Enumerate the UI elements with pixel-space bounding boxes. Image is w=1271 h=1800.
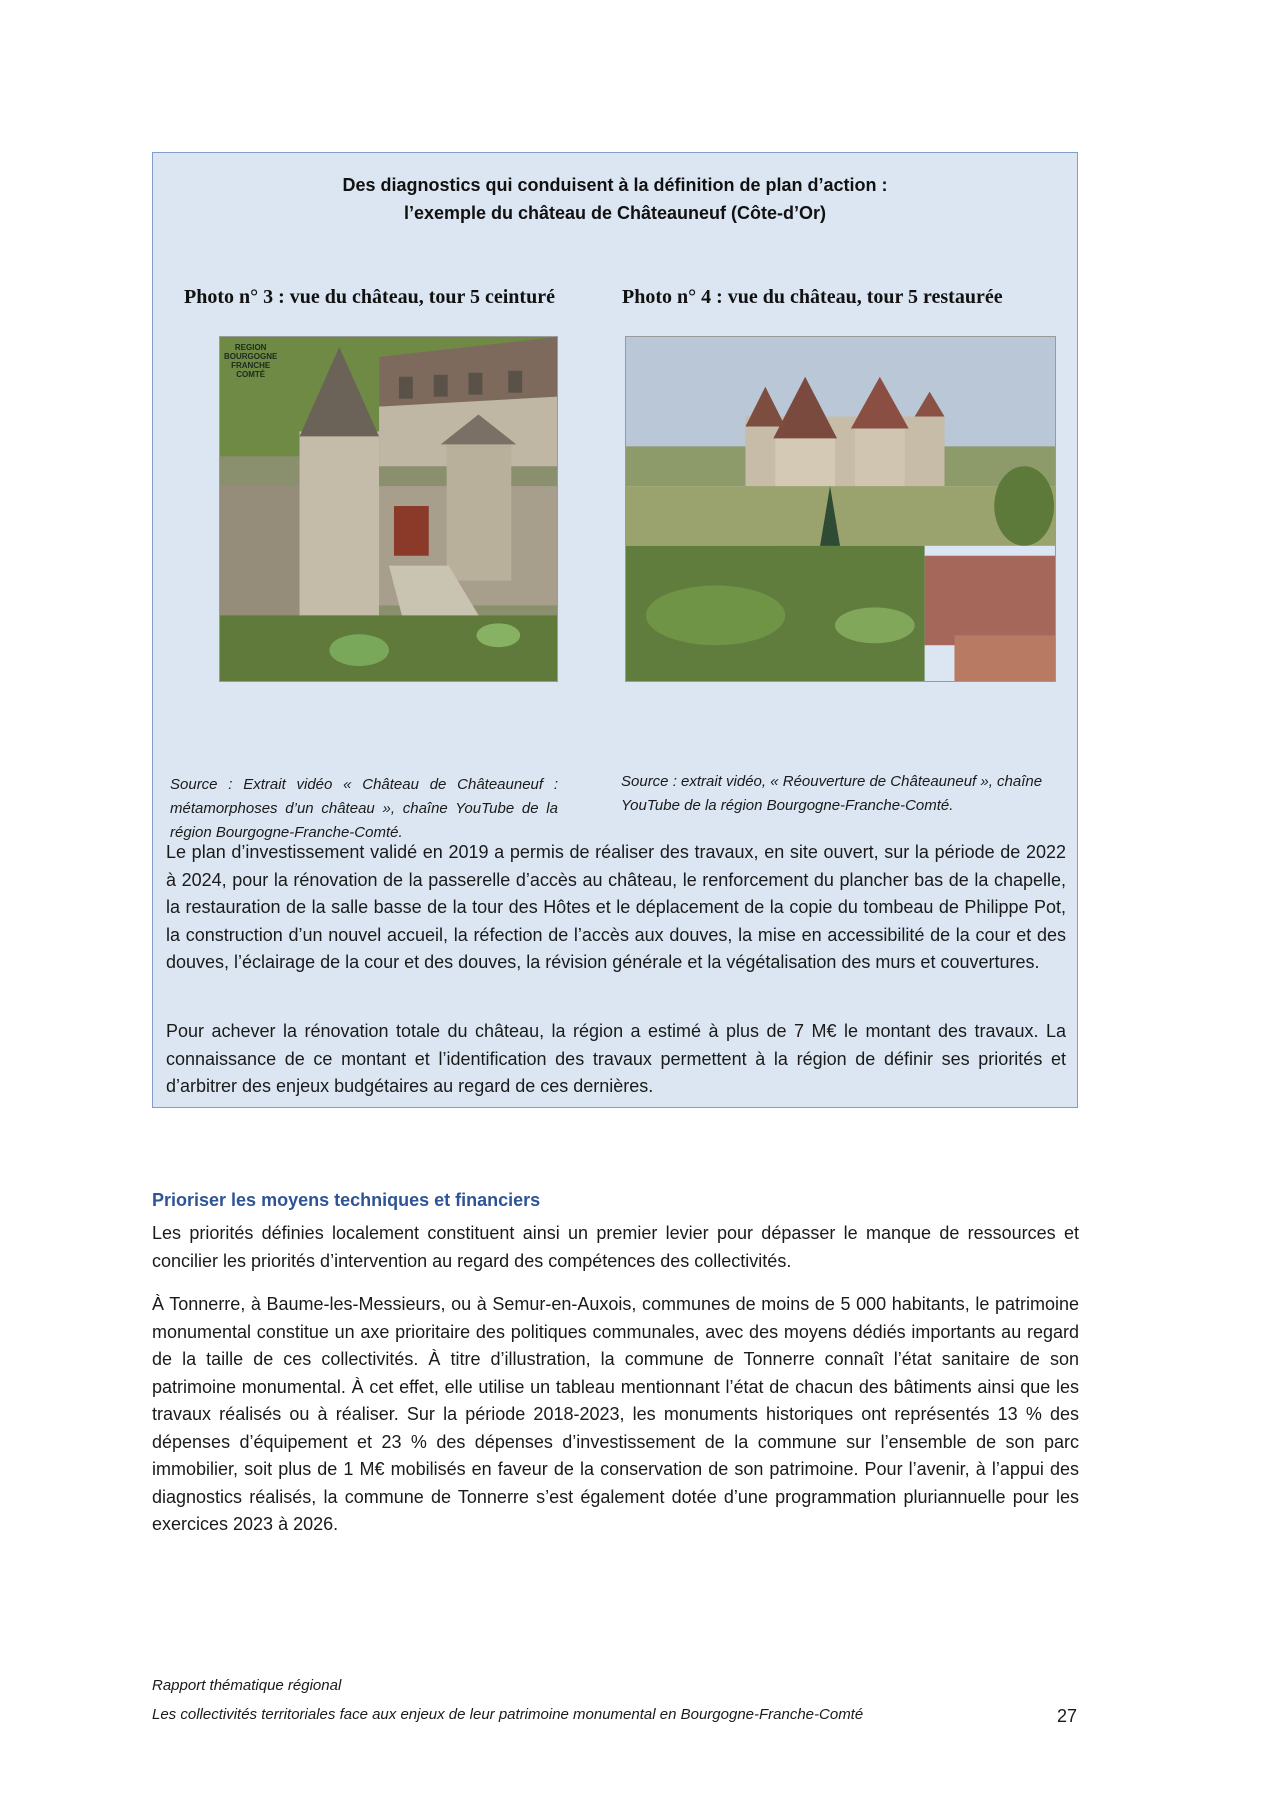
section-paragraph-2: À Tonnerre, à Baume-les-Messieurs, ou à Semur-en-Auxois, communes de moins de 5 000 habitants, le patrimoine monumental constitue un axe prioritaire des politiques communales, avec des moyens dédiés importants au regard de la taille de ces collectivités. À titre d’illustration, la commune de Tonnerre connaît l’état sanitaire de son patrimoine monumental. À cet effet, elle utilise un tableau mentionnant l’état de chacun des bâtiments ainsi que les travaux réalisés ou à réaliser. Sur la période 2018-2023, les monuments historiques ont représentés 13 % des dépenses d’équipement et 23 % des dépenses d’investissement de la commune sur l’ensemble de son parc immobilier, soit plus de 1 M€ mobilisés en faveur de la conservation de son patrimoine. Pour l’avenir, à l’appui des diagnostics réalisés, la commune de Tonnerre s’est également dotée d’une programmation pluriannuelle pour les exercices 2023 à 2026. [152, 1294, 1079, 1534]
box-paragraph-1: Le plan d’investissement validé en 2019 a permis de réaliser des travaux, en site ouvert, sur la période de 2022 à 2024, pour la rénovation de la passerelle d’accès au château, le renforcement du plancher bas de la chapelle, la restauration de la salle basse de la tour des Hôtes et le déplacement de la copie du tombeau de Philippe Pot, la construction d’un nouvel accueil, la réfection de l’accès aux douves, la mise en accessibilité de la cour et des douves, l’éclairage de la cour et des douves, la révision générale et la végétalisation des murs et couvertures. [166, 842, 1066, 972]
photo-4-image [625, 336, 1056, 682]
photo-3-label: Photo n° 3 : vue du château, tour 5 ceinturé [184, 286, 555, 308]
section-heading: Prioriser les moyens techniques et financiers [152, 1190, 541, 1210]
footer-report-subtitle: Les collectivités territoriales face aux enjeux de leur patrimoine monumental en Bourgogne-Franche-Comté [152, 1706, 864, 1723]
logo-line-1: REGION [234, 343, 267, 352]
logo-line-4: COMTÉ [236, 370, 266, 379]
photo-3-image [219, 336, 558, 682]
region-logo [224, 343, 277, 379]
section-paragraph-1: Les priorités définies localement constituent ainsi un premier levier pour dépasser le manque de ressources et concilier les priorités d’intervention au regard des compétences des collectivités. [152, 1223, 1079, 1271]
photo-4-illustration [626, 337, 1055, 681]
photo-3-caption: Source : Extrait vidéo « Château de Châteauneuf : métamorphoses d’un château », chaîne YouTube de la région Bourgogne-Franche-Comté. [170, 776, 558, 841]
box-title-line-1: Des diagnostics qui conduisent à la définition de plan d’action : [342, 175, 888, 195]
photo-3-illustration [220, 337, 557, 681]
logo-line-2: BOURGOGNE [224, 352, 278, 361]
box-title [153, 171, 1077, 227]
logo-line-3: FRANCHE [231, 361, 271, 370]
photo-4-caption: Source : extrait vidéo, « Réouverture de Châteauneuf », chaîne YouTube de la région Bourgogne-Franche-Comté. [621, 773, 1043, 814]
case-study-box [152, 152, 1078, 1108]
box-title-line-2: l’exemple du château de Châteauneuf (Côte-d’Or) [403, 203, 827, 223]
box-paragraph-2: Pour achever la rénovation totale du château, la région a estimé à plus de 7 M€ le montant des travaux. La connaissance de ce montant et l’identification des travaux permettent à la région de définir ses priorités et d’arbitrer des enjeux budgétaires au regard de ces dernières. [166, 1021, 1066, 1096]
photo-4-label: Photo n° 4 : vue du château, tour 5 restaurée [622, 286, 1003, 308]
footer-report-title: Rapport thématique régional [152, 1677, 342, 1694]
page-number: 27 [1057, 1706, 1078, 1726]
